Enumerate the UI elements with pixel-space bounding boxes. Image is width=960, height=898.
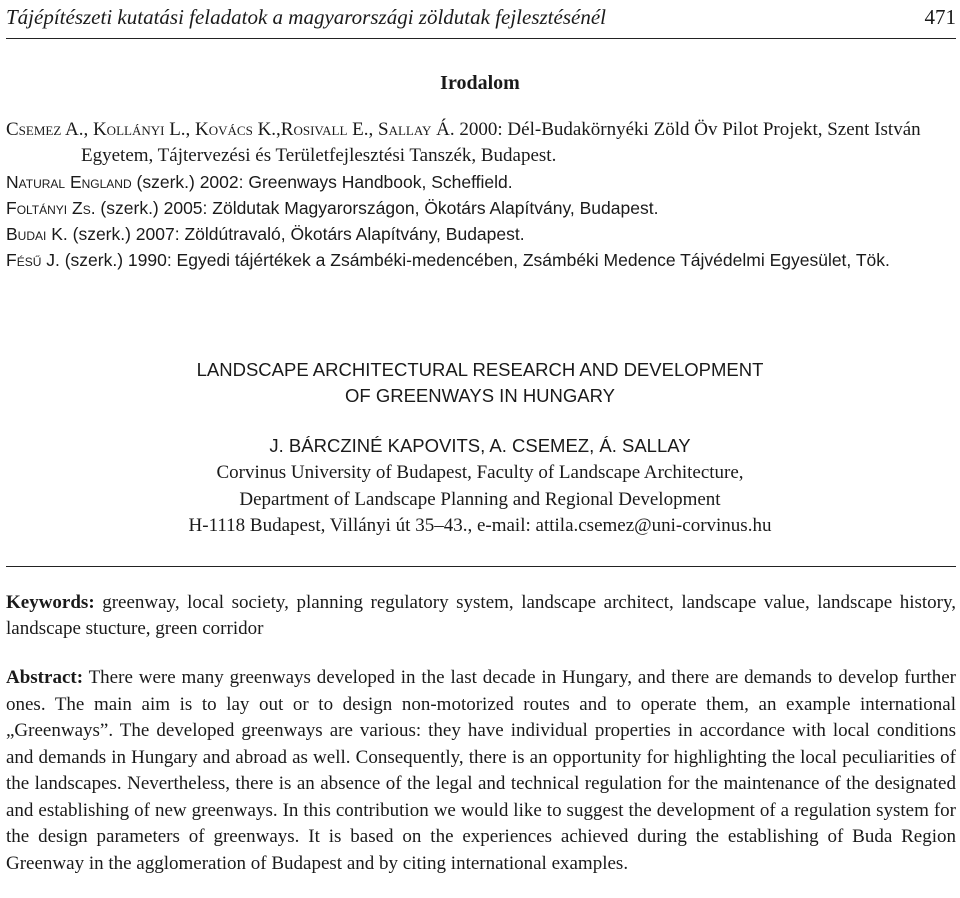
authors-line: J. BÁRCZINÉ KAPOVITS, A. CSEMEZ, Á. SALLAY	[269, 435, 691, 456]
english-title-line: OF GREENWAYS IN HUNGARY	[345, 385, 615, 406]
reference-text: (szerk.) 1990: Egyedi tájértékek a Zsámbéki-medencében, Zsámbéki Medence Tájvédelmi Egyesület, Tök.	[59, 250, 890, 270]
abstract-text: There were many greenways developed in the last decade in Hungary, and there are demands to develop further ones. The main aim is to lay out or to design non-motorized routes and to operate them, an example international „Greenways”. The developed greenways are various: they have individual properties in accordance with local conditions and demands in Hungary and abroad as well. Consequently, there is an opportunity for highlighting the local peculiarities of the landscapes. Nevertheless, there is an absence of the legal and technical regulation for the maintenance of the designated and establishing of new greenways. In this contribution we would like to suggest the development of a regulation system for the design parameters of greenways. It is based on the experiences achieved during the establishing of Buda Region Greenway in the agglomeration of Budapest and by citing international examples.	[6, 667, 956, 874]
page-header	[6, 0, 956, 39]
abstract-paragraph	[6, 665, 956, 877]
reference-authors: Fésű J.	[6, 250, 60, 270]
running-title: Tájépítészeti kutatási feladatok a magyarországi zöldutak fejlesztésénél	[6, 5, 606, 29]
reference-text: (szerk.) 2005: Zöldutak Magyarországon, Ökotárs Alapítvány, Budapest.	[95, 198, 659, 218]
reference-text: (szerk.) 2002: Greenways Handbook, Scheffield.	[131, 172, 513, 192]
reference-list	[6, 117, 956, 273]
reference-item	[6, 195, 956, 221]
references-heading: Irodalom	[440, 72, 520, 94]
english-title-line: LANDSCAPE ARCHITECTURAL RESEARCH AND DEVELOPMENT	[196, 359, 764, 380]
abstract-label: Abstract:	[6, 667, 84, 688]
affiliation-line: Corvinus University of Budapest, Faculty of Landscape Architecture,	[216, 462, 744, 483]
reference-text: 2000: Dél-Budakörnyéki Zöld Öv Pilot Projekt, Szent István Egyetem, Tájtervezési és Területfejlesztési Tanszék, Budapest.	[81, 119, 921, 166]
affiliation	[0, 460, 960, 540]
section-divider	[6, 566, 956, 567]
reference-authors: Natural England	[6, 172, 132, 192]
reference-authors: Csemez A., Kollányi L., Kovács K.,Rosivall E., Sallay Á.	[6, 119, 455, 140]
reference-text: (szerk.) 2007: Zöldútravaló, Ökotárs Alapítvány, Budapest.	[67, 224, 525, 244]
reference-item	[6, 221, 956, 247]
reference-item	[6, 117, 956, 169]
reference-authors: Budai K.	[6, 224, 68, 244]
reference-authors: Foltányi Zs.	[6, 198, 96, 218]
keywords-paragraph	[6, 590, 956, 642]
affiliation-line: Department of Landscape Planning and Regional Development	[239, 488, 721, 510]
keywords-text: greenway, local society, planning regulatory system, landscape architect, landscape value, landscape history, landscape stucture, green corridor	[6, 592, 956, 639]
page-number: 471	[924, 5, 956, 29]
english-title	[0, 357, 960, 409]
keywords-label: Keywords:	[6, 592, 95, 613]
reference-item	[6, 247, 956, 273]
affiliation-line: H-1118 Budapest, Villányi út 35–43., e-mail: attila.csemez@uni-corvinus.hu	[188, 515, 772, 536]
reference-item	[6, 169, 956, 195]
